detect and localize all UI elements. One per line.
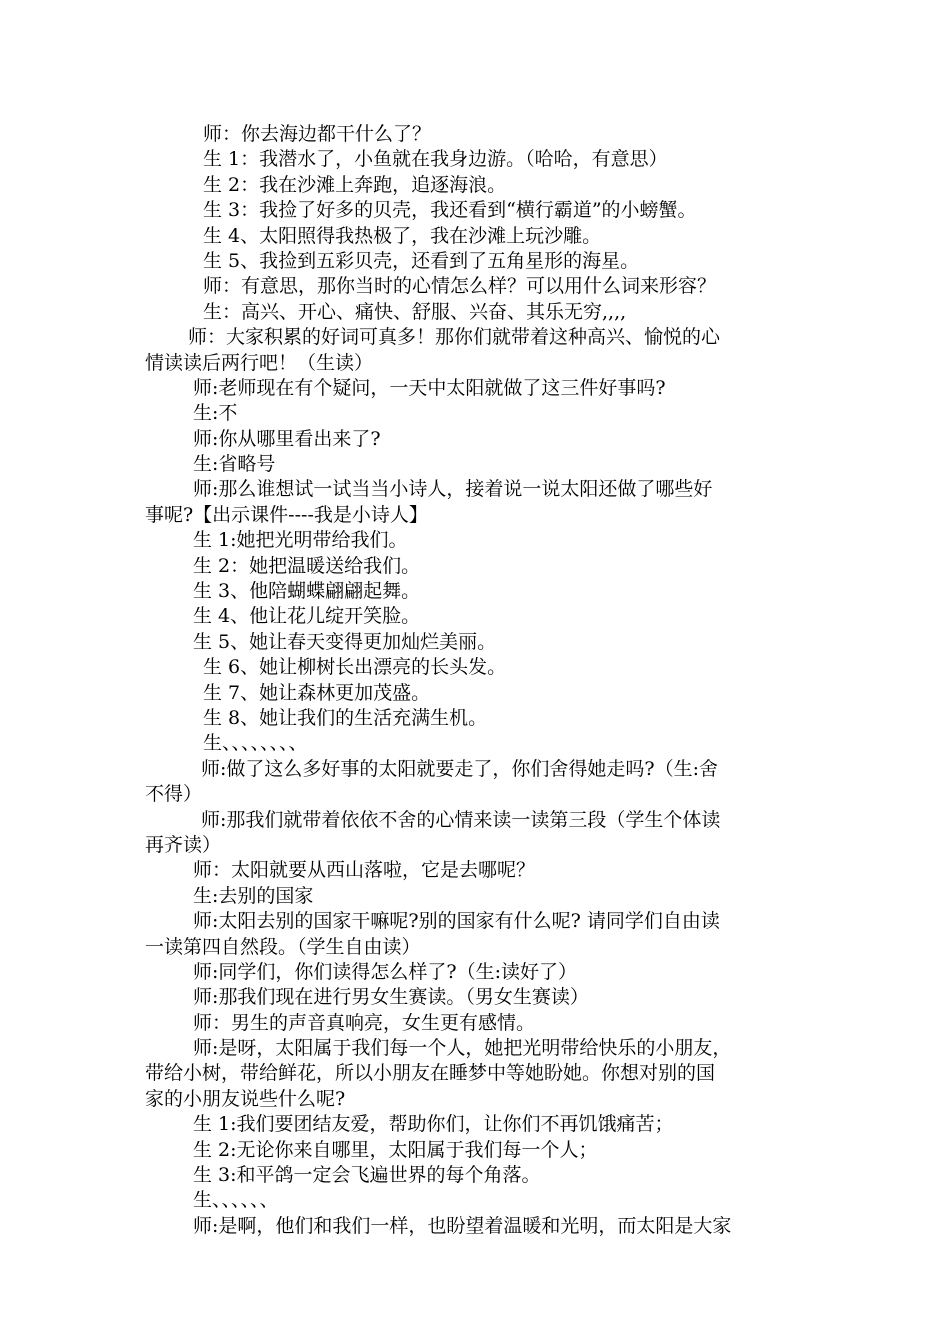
- paragraph-line: 师：你去海边都干什么了？: [203, 123, 432, 145]
- paragraph-line: 再齐读）: [145, 833, 222, 856]
- paragraph-line: 师:是啊，他们和我们一样，也盼望着温暖和光明，而太阳是大家: [193, 1214, 732, 1237]
- paragraph-line: 生 3、他陪蝴蝶翩翩起舞。: [193, 580, 421, 603]
- paragraph-line: 师:是呀，太阳属于我们每一个人，她把光明带给快乐的小朋友，: [193, 1037, 732, 1060]
- paragraph-line: 生 3：我捡了好多的贝壳，我还看到“横行霸道”的小螃蟹。: [203, 199, 697, 222]
- paragraph-line: 师:那我们就带着依依不舍的心情来读一读第三段（学生个体读: [201, 808, 721, 831]
- paragraph-line: 生 6、她让柳树长出漂亮的长头发。: [203, 656, 507, 679]
- paragraph-line: 生:去别的国家: [193, 884, 314, 907]
- paragraph-line: 带给小树，带给鲜花，所以小朋友在睡梦中等她盼她。你想对别的国: [145, 1062, 716, 1085]
- paragraph-line: 生、、、、、、、、: [203, 732, 308, 755]
- paragraph-line: 事呢?【出示课件----我是小诗人】: [145, 503, 428, 526]
- paragraph-line: 生 5、我捡到五彩贝壳，还看到了五角星形的海星。: [203, 249, 640, 272]
- paragraph-line: 生 3:和平鸽一定会飞遍世界的每个角落。: [193, 1164, 541, 1187]
- paragraph-line: 师：有意思，那你当时的心情怎么样？可以用什么词来形容？: [203, 275, 717, 298]
- paragraph-line: 一读第四自然段。（学生自由读）: [145, 935, 421, 958]
- paragraph-line: 生 1：我潜水了，小鱼就在我身边游。（哈哈，有意思）: [203, 148, 668, 171]
- paragraph-line: 师:做了这么多好事的太阳就要走了，你们舍得她走吗?（生:舍: [201, 757, 718, 780]
- paragraph-line: 生 2:无论你来自哪里，太阳属于我们每一个人；: [193, 1138, 598, 1161]
- paragraph-line: 生、、、、、、: [193, 1189, 279, 1212]
- paragraph-line: 师：太阳就要从西山落啦，它是去哪呢？: [193, 859, 536, 882]
- paragraph-line: 生:不: [193, 402, 238, 425]
- paragraph-line: 不得）: [145, 783, 203, 806]
- paragraph-line: 生：高兴、开心、痛快、舒服、兴奋、其乐无穷,,,,: [203, 300, 627, 323]
- paragraph-line: 生 5、她让春天变得更加灿烂美丽。: [193, 630, 497, 653]
- paragraph-line: 情读读后两行吧！（生读）: [145, 351, 374, 374]
- paragraph-line: 师:那我们现在进行男女生赛读。（男女生赛读）: [193, 986, 589, 1009]
- paragraph-line: 生 2：我在沙滩上奔跑，追逐海浪。: [203, 173, 507, 196]
- paragraph-line: 师：大家积累的好词可真多！那你们就带着这种高兴、愉悦的心: [188, 326, 721, 349]
- paragraph-line: 师：男生的声音真响亮，女生更有感情。: [193, 1011, 536, 1034]
- paragraph-line: 生 2：她把温暖送给我们。: [193, 554, 421, 577]
- paragraph-line: 家的小朋友说些什么呢?: [145, 1087, 346, 1110]
- paragraph-line: 生 1:她把光明带给我们。: [193, 529, 408, 552]
- paragraph-line: 师:老师现在有个疑问，一天中太阳就做了这三件好事吗?: [193, 376, 666, 399]
- paragraph-line: 生 1:我们要团结友爱，帮助你们，让你们不再饥饿痛苦；: [193, 1113, 674, 1136]
- paragraph-line: 生:省略号: [193, 453, 276, 476]
- document-body: [145, 122, 810, 1239]
- paragraph-line: 师:同学们，你们读得怎么样了?（生:读好了）: [193, 960, 577, 983]
- paragraph-line: 生 4、太阳照得我热极了，我在沙滩上玩沙雕。: [203, 224, 602, 247]
- paragraph-line: 师:你从哪里看出来了?: [193, 427, 381, 450]
- paragraph-line: 生 7、她让森林更加茂盛。: [203, 681, 431, 704]
- paragraph-line: 师:那么谁想试一试当当小诗人，接着说一说太阳还做了哪些好: [193, 478, 713, 501]
- paragraph-line: 生 4、他让花儿绽开笑脸。: [193, 605, 421, 628]
- paragraph-line: 师:太阳去别的国家干嘛呢?别的国家有什么呢? 请同学们自由读: [193, 910, 720, 933]
- paragraph-line: 生 8、她让我们的生活充满生机。: [203, 706, 488, 729]
